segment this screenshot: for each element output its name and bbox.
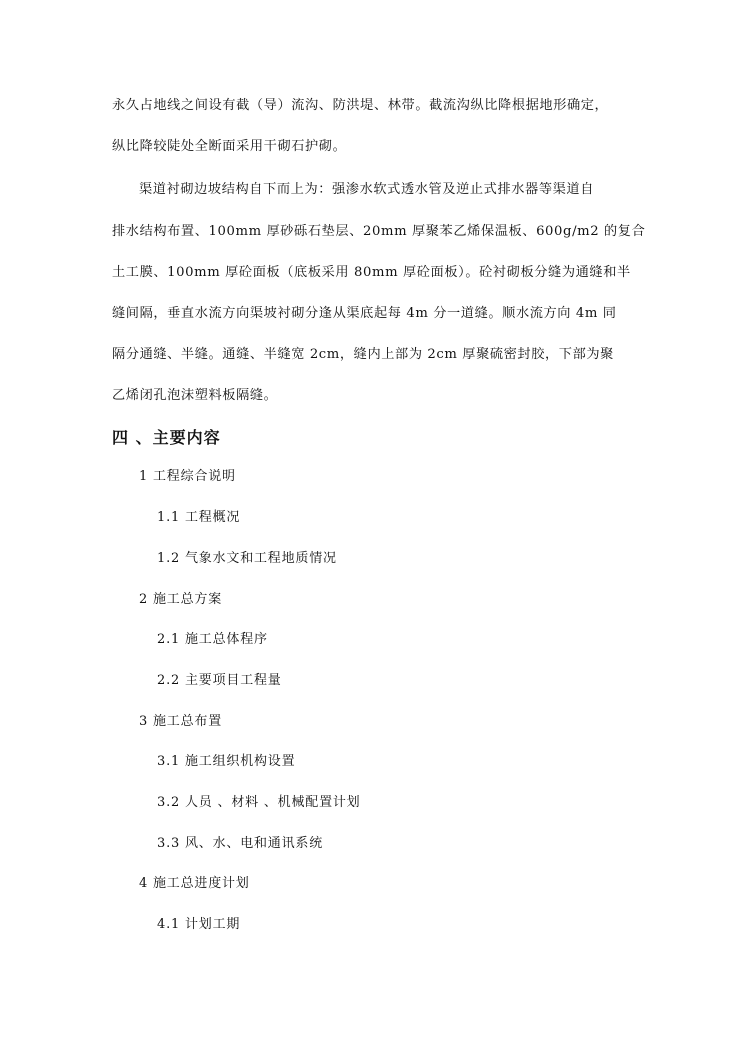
toc-item: 3.1 施工组织机构设置 [157,754,296,769]
paragraph-2-line-1: 渠道衬砌边坡结构自下而上为：强渗水软式透水管及逆止式排水器等渠道自 [139,182,594,197]
toc-item: 1.2 气象水文和工程地质情况 [157,551,337,566]
toc-item: 1.1 工程概况 [157,510,241,525]
toc-item: 3.2 人员 、材料 、机械配置计划 [157,795,361,810]
section-heading: 四 、主要内容 [112,428,221,447]
paragraph-2-line-5: 隔分通缝、半缝。通缝、半缝宽 2cm，缝内上部为 2cm 厚聚硫密封胶，下部为聚 [112,347,614,362]
toc-item: 2 施工总方案 [139,592,223,607]
toc-item: 4.1 计划工期 [157,917,241,932]
toc-item: 1 工程综合说明 [139,469,236,484]
paragraph-1-line-2: 纵比降较陡处全断面采用干砌石护砌。 [112,139,347,154]
paragraph-2-line-2: 排水结构布置、100mm 厚砂砾石垫层、20mm 厚聚苯乙烯保温板、600g/m2 的复合 [112,224,646,239]
paragraph-2-line-4: 缝间隔，垂直水流方向渠坡衬砌分逢从渠底起每 4m 分一道缝。顺水流方向 4m 同 [112,306,617,321]
paragraph-1-line-1: 永久占地线之间设有截（导）流沟、防洪堤、林带。截流沟纵比降根据地形确定， [112,98,609,113]
toc-item: 2.1 施工总体程序 [157,632,268,647]
toc-item: 4 施工总进度计划 [139,876,250,891]
toc-item: 2.2 主要项目工程量 [157,673,282,688]
paragraph-2-line-6: 乙烯闭孔泡沫塑料板隔缝。 [112,388,278,403]
toc-item: 3 施工总布置 [139,714,223,729]
paragraph-2-line-3: 土工膜、100mm 厚砼面板（底板采用 80mm 厚砼面板）。砼衬砌板分缝为通缝和半 [112,265,631,280]
toc-item: 3.3 风、水、电和通讯系统 [157,836,324,851]
